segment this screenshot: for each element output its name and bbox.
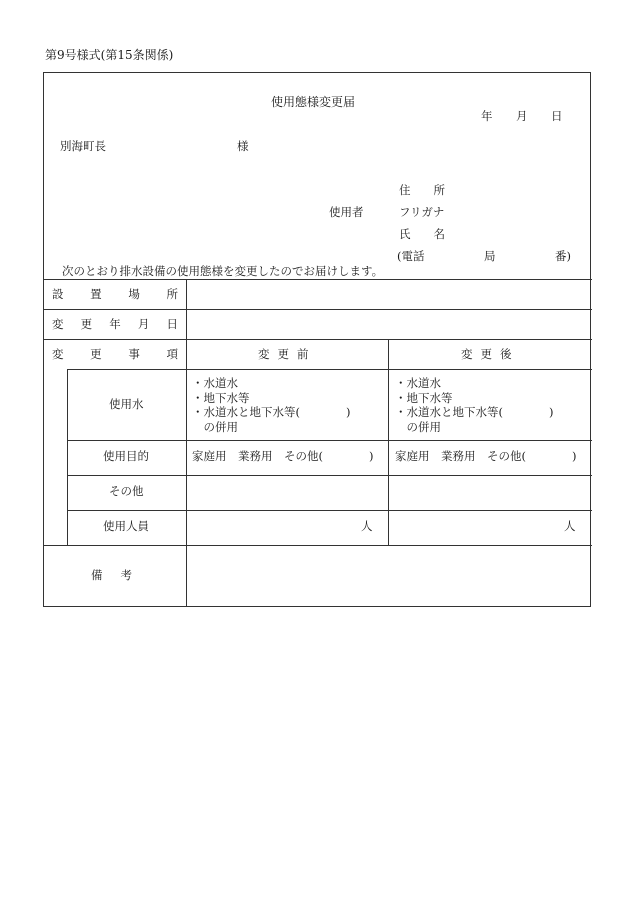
after-header: 変更後 <box>461 347 520 361</box>
rule-purpose <box>67 475 592 476</box>
other-label: その他 <box>109 484 144 498</box>
after-water-options <box>395 376 553 434</box>
users-label: 使用人員 <box>103 519 149 533</box>
form-title: 使用態様変更届 <box>271 95 356 109</box>
purpose-label: 使用目的 <box>103 449 149 463</box>
phone-exchange-label: 局 <box>484 249 496 263</box>
option-tap-water: ・水道水 <box>395 376 441 390</box>
date-month-label: 月 <box>516 109 528 123</box>
option-combined-cont: の併用 <box>192 419 238 434</box>
option-groundwater: ・地下水等 <box>395 390 453 405</box>
option-groundwater: ・地下水等 <box>192 390 250 405</box>
addressee-honorific: 様 <box>237 139 249 153</box>
rule-change-items <box>67 369 592 370</box>
after-users-unit: 人 <box>564 519 576 533</box>
phone-open-label: (電話 <box>397 249 425 263</box>
rule-table-top <box>44 279 592 280</box>
name-label: 氏 名 <box>399 227 445 241</box>
date-year-label: 年 <box>481 109 493 123</box>
form-number: 第9号様式(第15条関係) <box>45 48 174 62</box>
address-label: 住 所 <box>399 183 445 197</box>
form-frame <box>43 72 591 607</box>
option-combined: ・水道水と地下水等( ) <box>192 405 351 419</box>
rule-other <box>67 510 592 511</box>
furigana-label: フリガナ <box>399 205 445 219</box>
change-date-label: 変 更 年 月 日 <box>52 317 178 331</box>
rule-change-date <box>44 339 592 340</box>
before-purpose-options: 家庭用 業務用 その他( ) <box>192 449 374 463</box>
rule-users <box>44 545 592 546</box>
rule-water-used <box>67 440 592 441</box>
addressee-name: 別海町長 <box>60 139 106 153</box>
rule-location <box>44 309 592 310</box>
after-purpose-options: 家庭用 業務用 その他( ) <box>395 449 577 463</box>
before-header: 変更前 <box>258 347 317 361</box>
water-used-label: 使用水 <box>109 397 144 411</box>
statement-text: 次のとおり排水設備の使用態様を変更したのでお届けします。 <box>62 264 384 278</box>
rule-sub-label <box>67 369 68 545</box>
applicant-role-label: 使用者 <box>329 205 364 219</box>
date-day-label: 日 <box>551 109 563 123</box>
phone-number-label: 番) <box>555 249 571 263</box>
option-combined: ・水道水と地下水等( ) <box>395 405 554 419</box>
rule-before-after <box>388 339 389 545</box>
remarks-label: 備考 <box>91 568 150 582</box>
before-users-unit: 人 <box>361 519 373 533</box>
location-label: 設 置 場 所 <box>52 287 178 301</box>
before-water-options <box>192 376 350 434</box>
change-items-label: 変 更 事 項 <box>52 347 178 361</box>
rule-label-column <box>186 279 187 607</box>
option-tap-water: ・水道水 <box>192 376 238 390</box>
option-combined-cont: の併用 <box>395 419 441 434</box>
